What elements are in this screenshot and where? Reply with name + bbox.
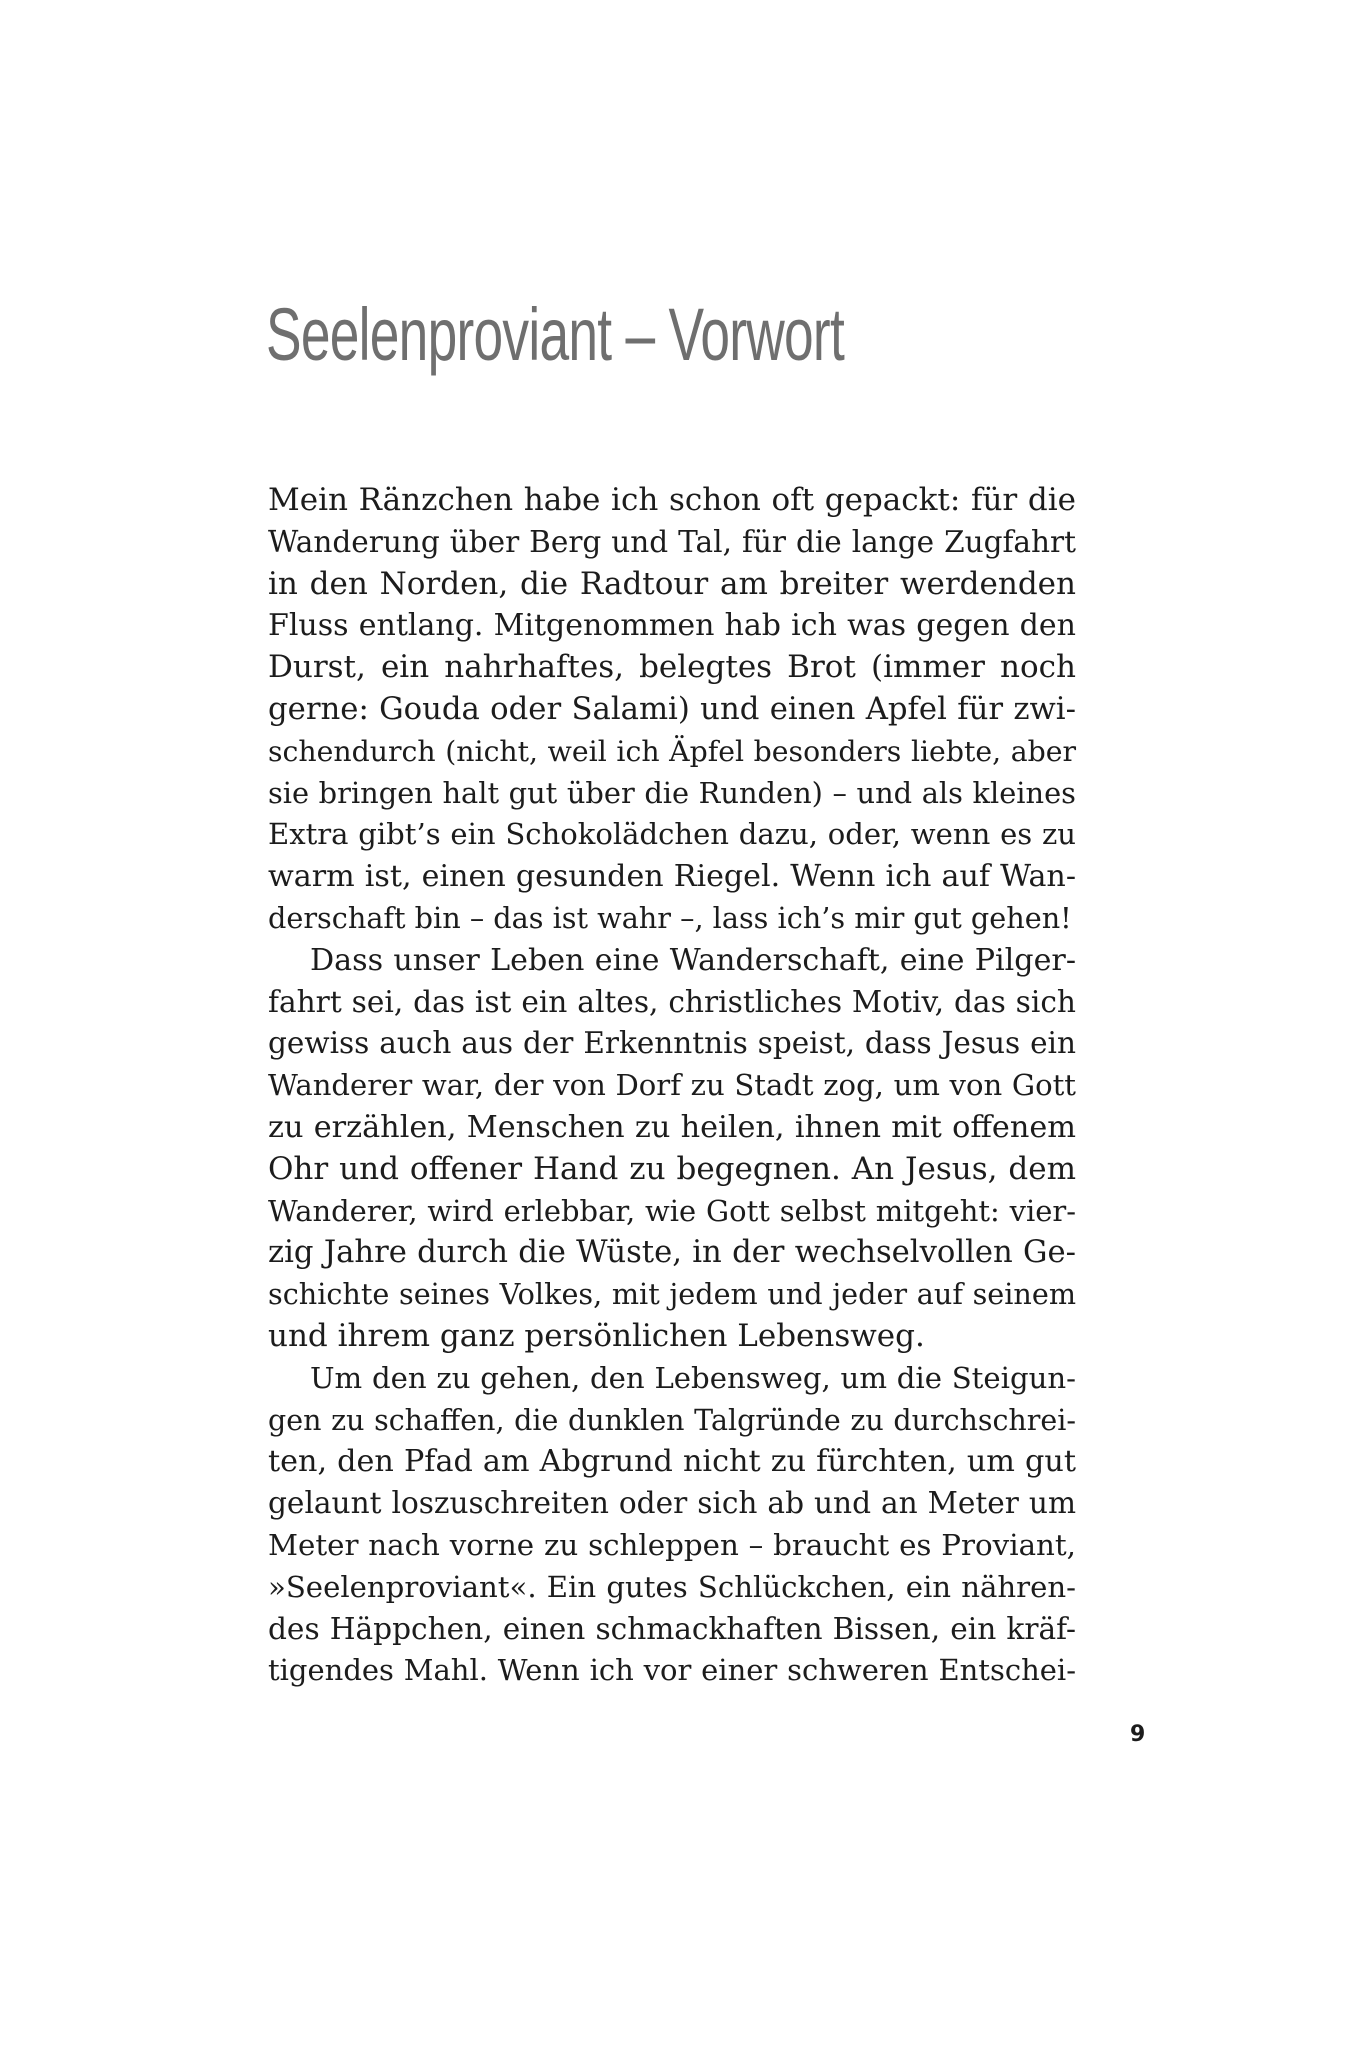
text-line: Wanderung über Berg und Tal, für die lange Zugfahrt (268, 524, 1076, 559)
text-line: fahrt sei, das ist ein altes, christliches Motiv, das sich (268, 984, 1076, 1019)
text-line: Wanderer war, der von Dorf zu Stadt zog, um von Gott (268, 1068, 1076, 1103)
paragraph-2 (268, 940, 1076, 1358)
text-line: ten, den Pfad am Abgrund nicht zu fürchten, um gut (268, 1444, 1076, 1480)
text-line: Um den zu gehen, den Lebensweg, um die Steigun- (310, 1360, 1076, 1395)
text-line: gen zu schaffen, die dunklen Talgründe zu durchschrei- (268, 1403, 1076, 1437)
text-line: warm ist, einen gesunden Riegel. Wenn ich auf Wan- (268, 859, 1076, 895)
text-line: des Häppchen, einen schmackhaften Bissen, ein kräf- (268, 1611, 1076, 1646)
text-line: Wanderer, wird erlebbar, wie Gott selbst mitgeht: vier- (268, 1193, 1076, 1228)
text-line: schichte seines Volkes, mit jedem und jeder auf seinem (268, 1277, 1076, 1312)
text-line: derschaft bin – das ist wahr –, lass ich’s mir gut gehen! (268, 900, 1072, 935)
text-line: in den Norden, die Radtour am breiter werdenden (268, 565, 1076, 602)
chapter-title: Seelenproviant – Vorwort (266, 293, 845, 376)
text-line: Extra gibt’s ein Schokolädchen dazu, oder, wenn es zu (268, 817, 1076, 852)
text-line: Dass unser Leben eine Wanderschaft, eine Pilger- (310, 942, 1076, 978)
text-line: schendurch (nicht, weil ich Äpfel besonders liebte, aber (268, 734, 1076, 768)
text-line: zig Jahre durch die Wüste, in der wechselvollen Ge- (268, 1235, 1076, 1271)
text-line: sie bringen halt gut über die Runden) – und als kleines (268, 775, 1076, 810)
text-line: Mein Ränzchen habe ich schon oft gepackt: für die (268, 482, 1076, 518)
text-line: gewiss auch aus der Erkenntnis speist, dass Jesus ein (268, 1026, 1076, 1061)
page-number: 9 (1130, 1722, 1146, 1747)
text-line: und ihrem ganz persönlichen Lebensweg. (268, 1317, 925, 1354)
text-line: gelaunt loszuschreiten oder sich ab und an Meter um (268, 1486, 1076, 1521)
text-line: Ohr und offener Hand zu begegnen. An Jesus, dem (268, 1150, 1076, 1187)
text-line: »Seelenproviant«. Ein gutes Schlückchen, ein nähren- (268, 1569, 1076, 1604)
paragraph-3 (268, 1358, 1076, 1692)
paragraph-1 (268, 480, 1076, 940)
text-line: Fluss entlang. Mitgenommen hab ich was gegen den (268, 608, 1076, 644)
body-text (268, 480, 1076, 1692)
text-line: gerne: Gouda oder Salami) und einen Apfel für zwi- (268, 690, 1076, 727)
text-line: Durst, ein nahrhaftes, belegtes Brot (immer noch (268, 649, 1076, 686)
text-line: Meter nach vorne zu schleppen – braucht es Proviant, (268, 1527, 1076, 1562)
text-line: zu erzählen, Menschen zu heilen, ihnen mit offenem (268, 1109, 1076, 1145)
text-line: tigendes Mahl. Wenn ich vor einer schweren Entschei- (268, 1653, 1076, 1688)
